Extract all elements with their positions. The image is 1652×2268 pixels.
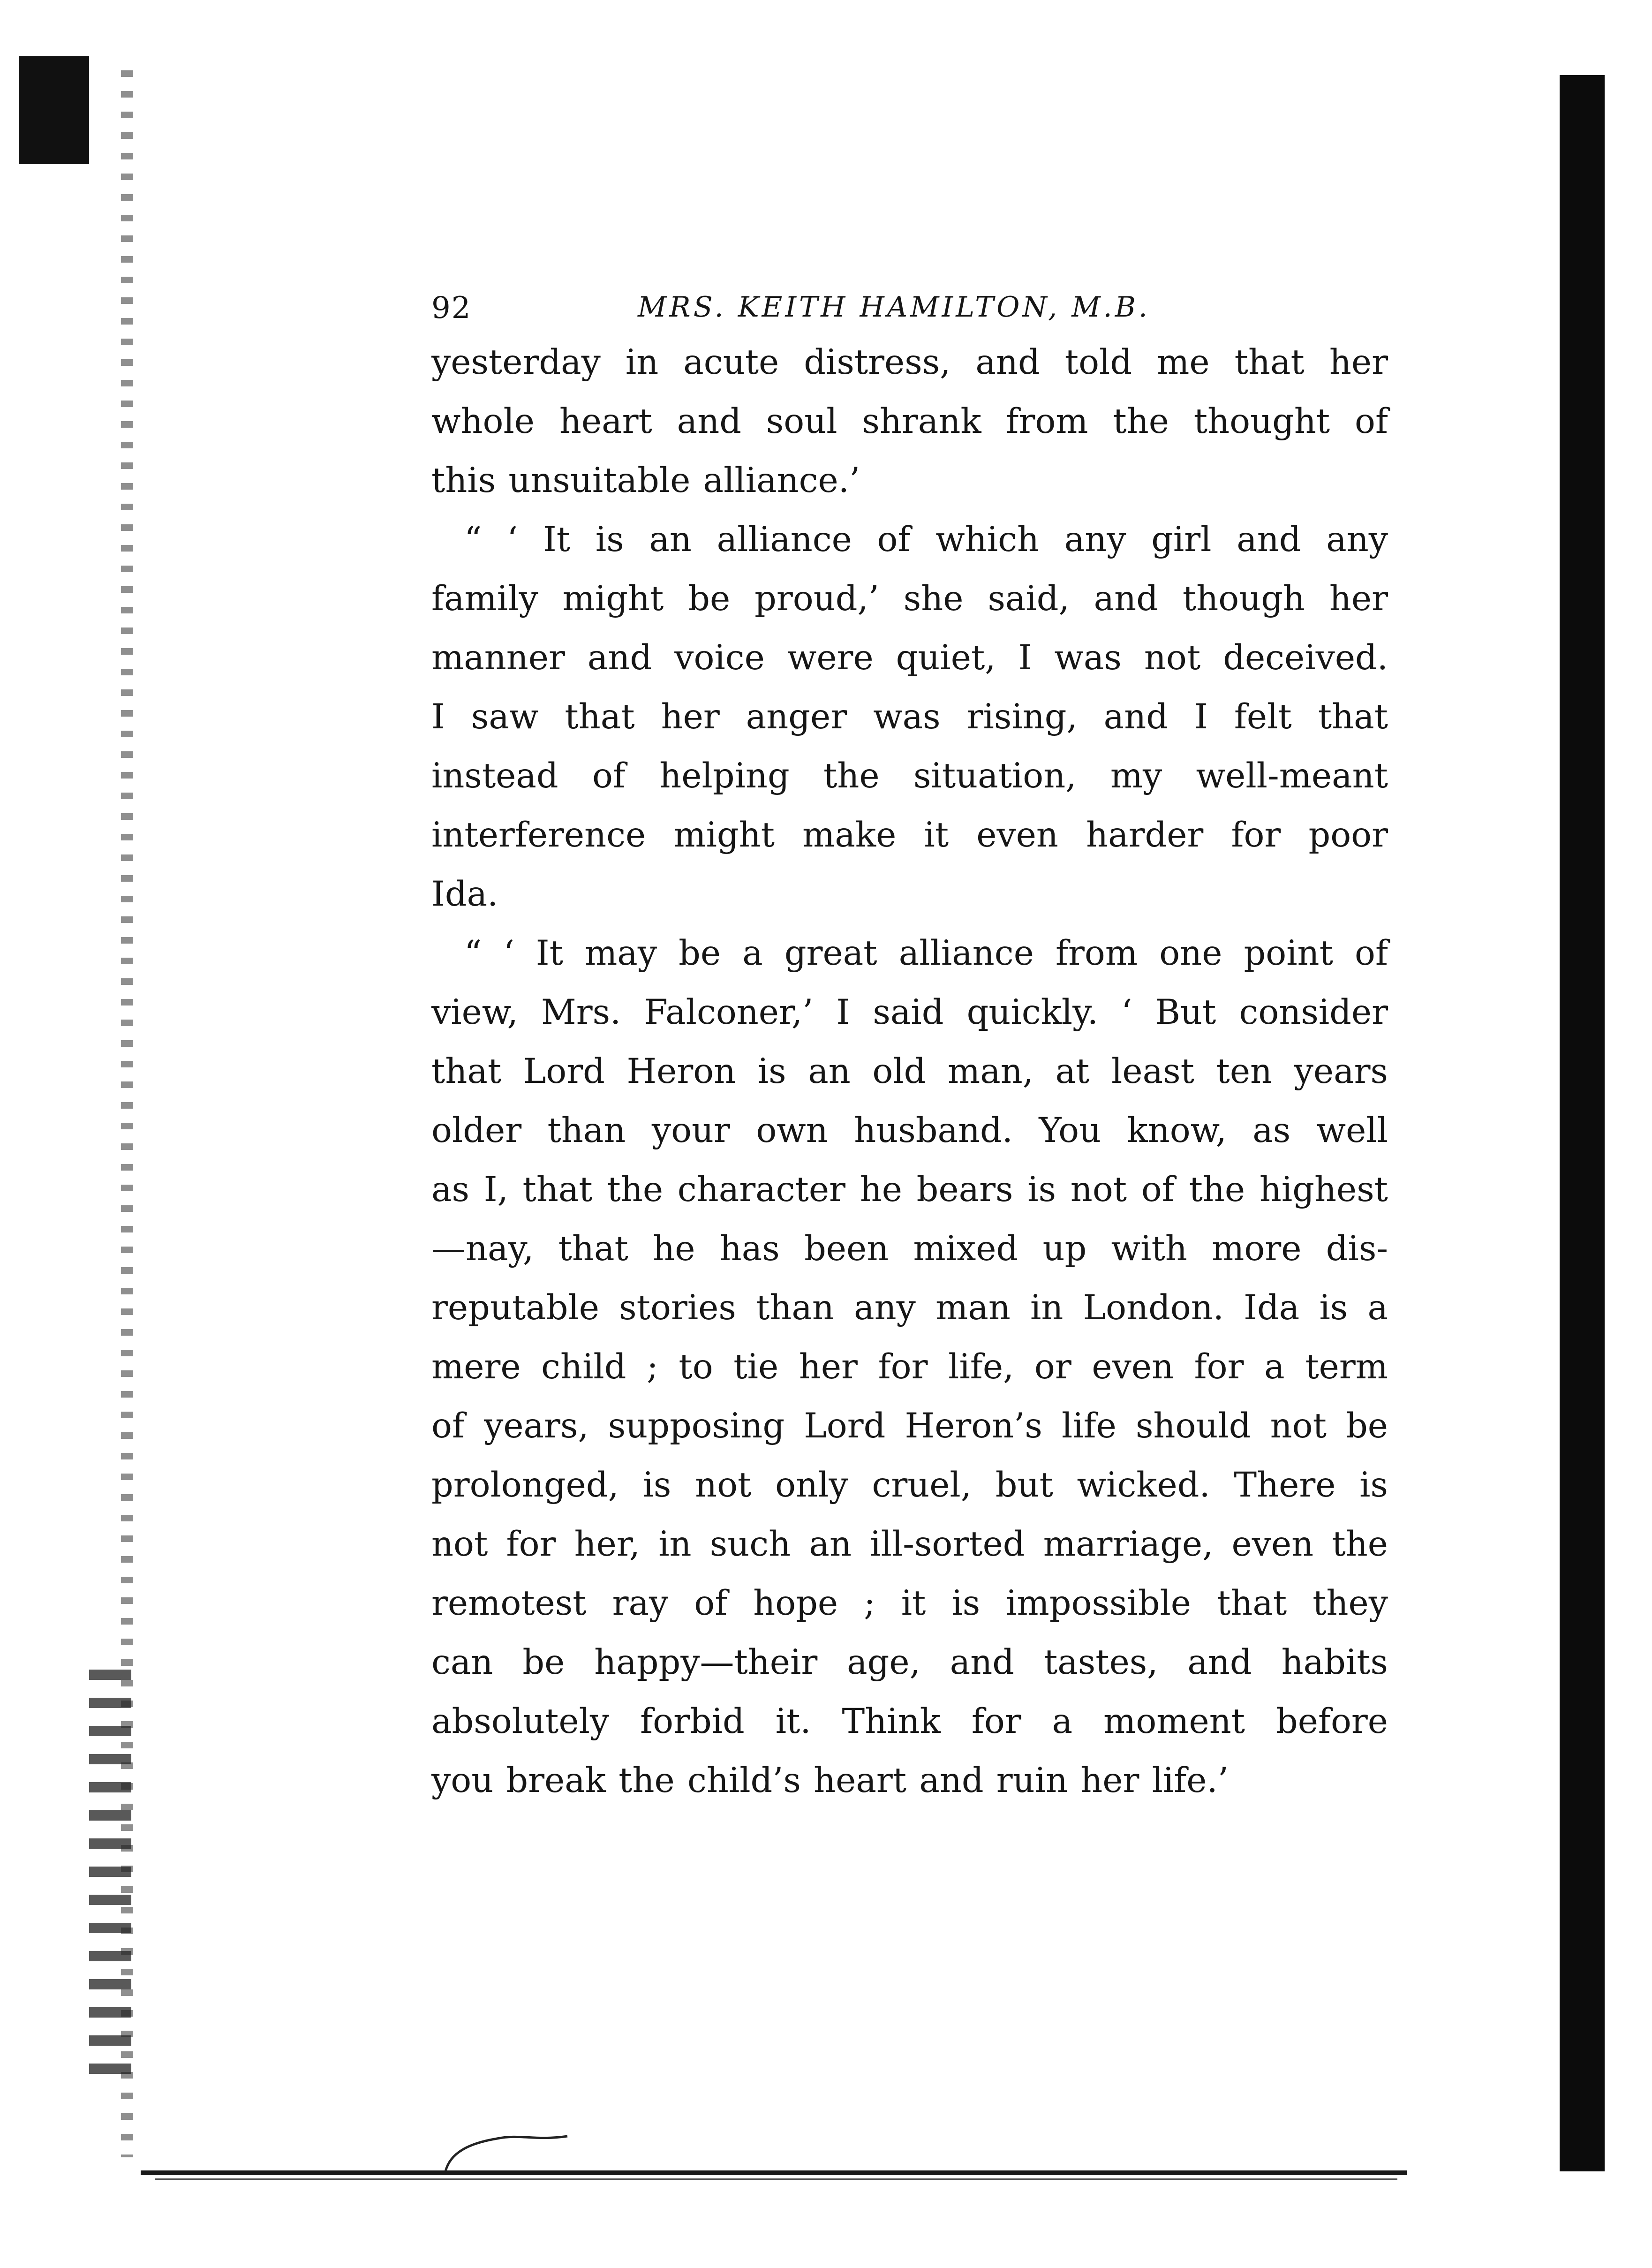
book-page xyxy=(431,281,1388,1810)
text-line: older than your own husband. You know, as well xyxy=(431,1111,1388,1150)
text-line: prolonged, is not only cruel, but wicked. There is xyxy=(431,1465,1388,1505)
text-line: instead of helping the situation, my well-meant xyxy=(431,756,1388,796)
text-line: reputable stories than any man in London. Ida is a xyxy=(431,1288,1388,1328)
text-line: Ida. xyxy=(431,874,498,914)
text-line: can be happy—their age, and tastes, and habits xyxy=(431,1642,1388,1682)
pencil-scribble xyxy=(441,2124,572,2176)
paragraph-3 xyxy=(431,924,1388,1810)
text-line: whole heart and soul shrank from the thought of xyxy=(431,401,1388,441)
paragraph-2 xyxy=(431,510,1388,924)
text-line: mere child ; to tie her for life, or even for a term xyxy=(431,1347,1388,1387)
body-text xyxy=(431,333,1388,1810)
scan-edge-marks xyxy=(89,1670,131,2092)
text-line: yesterday in acute distress, and told me that her xyxy=(431,342,1388,382)
text-line: as I, that the character he bears is not of the highest xyxy=(431,1170,1388,1210)
text-line: manner and voice were quiet, I was not deceived. xyxy=(431,638,1388,678)
text-line: —nay, that he has been mixed up with more dis- xyxy=(431,1229,1388,1269)
paragraph-1 xyxy=(431,333,1388,510)
text-line: that Lord Heron is an old man, at least ten years xyxy=(431,1051,1388,1091)
scan-bottom-rule-thin xyxy=(155,2178,1397,2180)
text-line: this unsuitable alliance.’ xyxy=(431,461,860,500)
text-line: of years, supposing Lord Heron’s life should not be xyxy=(431,1406,1388,1446)
page-number: 92 xyxy=(431,291,472,325)
scan-right-binding-bar xyxy=(1560,75,1605,2171)
page-header xyxy=(431,281,1388,333)
text-line: view, Mrs. Falconer,’ I said quickly. ‘ But consider xyxy=(431,992,1388,1032)
text-line: I saw that her anger was rising, and I felt that xyxy=(431,697,1388,737)
text-line: absolutely forbid it. Think for a moment before xyxy=(431,1701,1388,1741)
scan-edge-dark-block xyxy=(19,56,89,164)
text-line: “ ‘ It may be a great alliance from one point of xyxy=(464,933,1388,973)
text-line: interference might make it even harder for poor xyxy=(431,815,1388,855)
text-line: remotest ray of hope ; it is impossible that they xyxy=(431,1583,1388,1623)
text-line: “ ‘ It is an alliance of which any girl and any xyxy=(464,520,1388,559)
text-line: not for her, in such an ill-sorted marriage, even the xyxy=(431,1524,1388,1564)
scan-bottom-rule xyxy=(141,2170,1407,2175)
text-line: family might be proud,’ she said, and though her xyxy=(431,579,1388,619)
text-line: you break the child’s heart and ruin her life.’ xyxy=(431,1761,1229,1800)
running-title: MRS. KEITH HAMILTON, M.B. xyxy=(638,291,1150,324)
